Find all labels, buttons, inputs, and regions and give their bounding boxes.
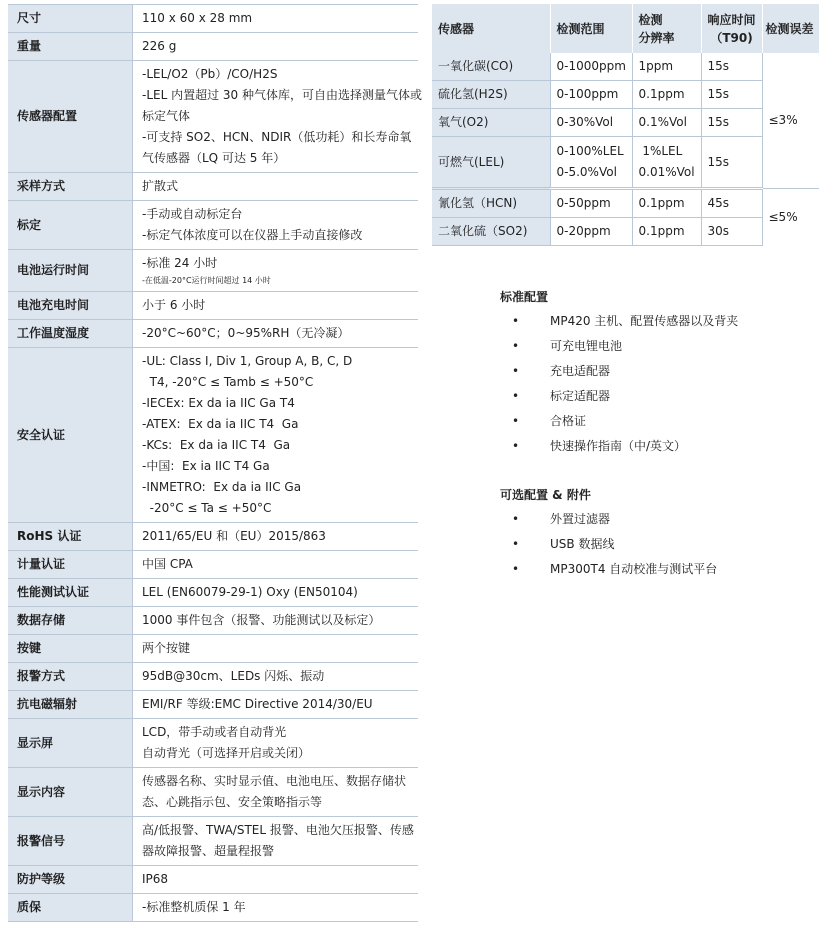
sensor-resolution: 1%LEL 0.01%Vol	[632, 137, 701, 189]
sensor-name: 硫化氢(H2S)	[432, 81, 550, 109]
spec-value-line: -LEL/O2（Pb）/CO/H2S	[142, 67, 278, 81]
spec-label: 显示屏	[8, 719, 133, 768]
sensor-error-group2: ≤5%	[768, 209, 798, 224]
table-row	[432, 218, 819, 246]
sensor-response: 15s	[701, 81, 762, 109]
spec-value-line: -IECEx: Ex da ia IIC Ga T4	[142, 396, 295, 411]
spec-value-line: -标准整机质保 1 年	[142, 900, 246, 915]
table-row	[432, 137, 819, 189]
sensor-range: 0-30%Vol	[550, 109, 632, 137]
table-row	[432, 81, 819, 109]
spec-row	[8, 348, 418, 523]
list-item-label: 快速操作指南（中/英文）	[550, 439, 687, 453]
spec-row	[8, 320, 418, 348]
spec-value	[133, 579, 419, 607]
bullet-icon: •	[512, 439, 520, 453]
spec-value-line: 1000 事件包含（报警、功能测试以及标定）	[142, 613, 381, 628]
spec-label: 尺寸	[8, 5, 133, 33]
sensor-name: 可燃气(LEL)	[432, 137, 550, 189]
spec-value	[133, 523, 419, 551]
sensor-response: 30s	[701, 218, 762, 246]
spec-row	[8, 691, 418, 719]
spec-label: 重量	[8, 33, 133, 61]
spec-row	[8, 894, 418, 922]
table-row	[432, 109, 819, 137]
spec-label: 计量认证	[8, 551, 133, 579]
spec-row	[8, 250, 418, 292]
list-item	[512, 409, 738, 434]
spec-row	[8, 607, 418, 635]
spec-label: 按键	[8, 635, 133, 663]
sensor-range: 0-1000ppm	[550, 53, 632, 81]
spec-value-line: -可支持 SO2、HCN、NDIR（低功耗）和长寿命氧	[142, 130, 412, 144]
spec-value	[133, 250, 419, 292]
spec-value-note: -在低温-20°C运行时间超过 14 小时	[142, 276, 271, 286]
spec-row	[8, 768, 418, 817]
spec-value	[133, 173, 419, 201]
spec-table	[8, 4, 422, 922]
table-row	[432, 53, 819, 81]
spec-value-line: -20°C~60°C；0~95%RH（无冷凝）	[142, 326, 350, 341]
spec-value-line: 高/低报警、TWA/STEL 报警、电池欠压报警、传感	[142, 823, 414, 838]
sensor-range: 0-50ppm	[550, 189, 632, 218]
spec-value	[133, 61, 422, 173]
bullet-icon: •	[512, 562, 520, 576]
spec-label: 标定	[8, 201, 133, 250]
spec-value	[133, 768, 419, 817]
spec-value-line: 两个按键	[142, 641, 191, 656]
list-item	[512, 434, 738, 459]
list-item-label: USB 数据线	[550, 537, 615, 551]
bullet-icon: •	[512, 314, 520, 328]
sensor-response: 15s	[701, 137, 762, 189]
spec-value-line: 226 g	[142, 39, 177, 53]
spec-label: 报警方式	[8, 663, 133, 691]
spec-row	[8, 663, 418, 691]
spec-value-line: 110 x 60 x 28 mm	[142, 11, 253, 25]
spec-value-line: -中国: Ex ia IIC T4 Ga	[142, 459, 270, 474]
spec-value-line: 气传感器（LQ 可达 5 年）	[142, 151, 286, 165]
spec-value	[133, 348, 419, 523]
list-item	[512, 359, 738, 384]
sensor-response: 15s	[701, 53, 762, 81]
spec-label: 显示内容	[8, 768, 133, 817]
list-item	[512, 384, 738, 409]
spec-value	[133, 5, 419, 33]
list-item-label: 充电适配器	[550, 364, 611, 378]
spec-value	[133, 292, 419, 320]
sensor-range: 0-100ppm	[550, 81, 632, 109]
spec-value-line: -KCs: Ex da ia IIC T4 Ga	[142, 438, 291, 453]
spec-value-line: 中国 CPA	[142, 557, 193, 572]
spec-value-line: LCD，带手动或者自动背光	[142, 725, 287, 740]
spec-value-line: -LEL 内置超过 30 种气体库，可自由选择测量气体或	[142, 88, 422, 102]
spec-row	[8, 719, 418, 768]
spec-label: 电池充电时间	[8, 292, 133, 320]
spec-value-line: -INMETRO: Ex da ia IIC Ga	[142, 480, 302, 495]
bullet-icon: •	[512, 364, 520, 378]
header-response: 响应时间 （T90)	[701, 4, 762, 53]
spec-label: 数据存储	[8, 607, 133, 635]
spec-row	[8, 523, 418, 551]
spec-value-line: -UL: Class I, Div 1, Group A, B, C, D	[142, 354, 353, 369]
list-item-label: MP300T4 自动校准与测试平台	[550, 562, 718, 576]
spec-value	[133, 551, 419, 579]
header-range: 检测范围	[550, 4, 632, 53]
spec-label: 报警信号	[8, 817, 133, 866]
sensor-resolution: 0.1ppm	[632, 81, 701, 109]
spec-label: 质保	[8, 894, 133, 922]
spec-label: RoHS 认证	[8, 523, 133, 551]
spec-row	[8, 817, 418, 866]
list-item-label: 标定适配器	[550, 389, 611, 403]
spec-value	[133, 607, 419, 635]
bullet-icon: •	[512, 414, 520, 428]
bullet-icon: •	[512, 512, 520, 526]
sensor-response: 45s	[701, 189, 762, 218]
list-item	[512, 334, 738, 359]
spec-row	[8, 866, 418, 894]
table-row	[432, 189, 819, 218]
sensor-resolution: 0.1%Vol	[632, 109, 701, 137]
spec-label: 抗电磁辐射	[8, 691, 133, 719]
spec-row	[8, 551, 418, 579]
standard-config-list	[512, 309, 738, 459]
spec-value-line: EMI/RF 等级:EMC Directive 2014/30/EU	[142, 697, 373, 712]
spec-row	[8, 33, 418, 61]
spec-value-line: -20°C ≤ Ta ≤ +50°C	[142, 501, 272, 516]
spec-value-line: T4, -20°C ≤ Tamb ≤ +50°C	[142, 375, 314, 390]
list-item-label: 合格证	[550, 414, 587, 428]
spec-value	[133, 635, 419, 663]
sensor-resolution: 0.1ppm	[632, 189, 701, 218]
spec-label: 采样方式	[8, 173, 133, 201]
sensor-error-group1: ≤3%	[762, 53, 819, 189]
sensor-table	[432, 4, 819, 246]
spec-value	[133, 894, 419, 922]
spec-row	[8, 173, 418, 201]
spec-value	[133, 866, 419, 894]
spec-label: 防护等级	[8, 866, 133, 894]
list-item-label: 可充电锂电池	[550, 339, 623, 353]
spec-value	[133, 201, 419, 250]
spec-value-line: -标定气体浓度可以在仪器上手动直接修改	[142, 228, 363, 242]
spec-row	[8, 635, 418, 663]
spec-value-line: 扩散式	[142, 179, 179, 193]
bullet-icon: •	[512, 389, 520, 403]
spec-value-line: 自动背光（可选择开启或关闭）	[142, 746, 311, 761]
header-resolution: 检测 分辨率	[632, 4, 701, 53]
standard-config-title: 标准配置	[500, 290, 549, 304]
spec-value-line: IP68	[142, 872, 169, 887]
spec-value	[133, 320, 419, 348]
spec-value-line: -标准 24 小时	[142, 256, 218, 271]
spec-row	[8, 579, 418, 607]
sensor-resolution: 1ppm	[632, 53, 701, 81]
sensor-table-header	[432, 4, 819, 53]
spec-value-line: -手动或自动标定台	[142, 207, 243, 221]
spec-label: 传感器配置	[8, 61, 133, 173]
spec-value-line: 2011/65/EU 和（EU）2015/863	[142, 529, 326, 544]
spec-value	[133, 817, 419, 866]
list-item	[512, 532, 717, 557]
spec-label: 电池运行时间	[8, 250, 133, 292]
spec-row	[8, 5, 418, 33]
list-item	[512, 507, 717, 532]
spec-value	[133, 33, 419, 61]
bullet-icon: •	[512, 339, 520, 353]
spec-value-line: LEL (EN60079-29-1) Oxy (EN50104)	[142, 585, 358, 600]
spec-value	[133, 691, 419, 719]
optional-config-list	[512, 507, 717, 582]
list-item-label: MP420 主机、配置传感器以及背夹	[550, 314, 739, 328]
spec-label: 性能测试认证	[8, 579, 133, 607]
spec-value-line: 小于 6 小时	[142, 298, 206, 313]
spec-row	[8, 292, 418, 320]
spec-value-line: 态、心跳指示包、安全策略指示等	[142, 795, 323, 810]
header-sensor: 传感器	[432, 4, 550, 53]
spec-label: 安全认证	[8, 348, 133, 523]
header-error: 检测误差	[762, 4, 819, 53]
sensor-response: 15s	[701, 109, 762, 137]
spec-value-line: 标定气体	[142, 109, 191, 123]
sensor-name: 一氧化碳(CO)	[432, 53, 550, 81]
list-item-label: 外置过滤器	[550, 512, 611, 526]
sensor-resolution: 0.1ppm	[632, 218, 701, 246]
sensor-name: 氧气(O2)	[432, 109, 550, 137]
spec-label: 工作温度湿度	[8, 320, 133, 348]
spec-value	[133, 663, 419, 691]
list-item	[512, 557, 717, 582]
sensor-name: 氰化氢（HCN)	[432, 189, 550, 218]
spec-value-line: 器故障报警、超量程报警	[142, 844, 275, 859]
spec-row	[8, 201, 418, 250]
sensor-range: 0-100%LEL 0-5.0%Vol	[550, 137, 632, 189]
spec-value	[133, 719, 419, 768]
spec-value-line: 95dB@30cm、LEDs 闪烁、振动	[142, 669, 325, 684]
list-item	[512, 309, 738, 334]
sensor-name: 二氧化硫（SO2)	[432, 218, 550, 246]
optional-config-title: 可选配置 & 附件	[500, 488, 591, 502]
spec-value-line: -ATEX: Ex da ia IIC T4 Ga	[142, 417, 299, 432]
sensor-range: 0-20ppm	[550, 218, 632, 246]
spec-row	[8, 61, 418, 173]
spec-value-line: 传感器名称、实时显示值、电池电压、数据存储状	[142, 774, 407, 789]
bullet-icon: •	[512, 537, 520, 551]
